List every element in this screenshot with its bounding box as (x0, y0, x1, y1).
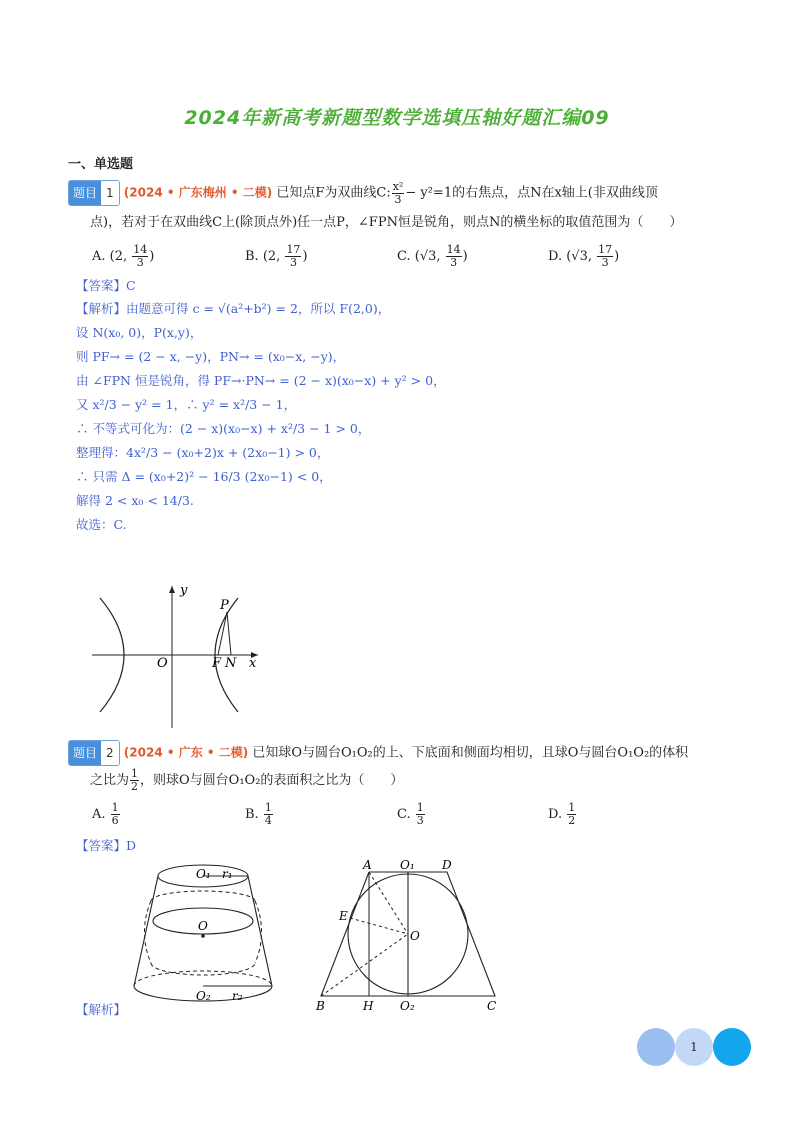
question-1: 题目 1 (2024 • 广东梅州 • 二模) 已知点F为双曲线C: $\frac{\text{x²}}{3}$ − y²=1的右焦点，点N在x轴上(非双曲线顶 (68, 180, 728, 206)
label-r2: r₂ (232, 989, 243, 1003)
label-f: F (212, 656, 222, 671)
option-d[interactable]: D. (√3, $\frac{17}{3}$ ) (548, 243, 620, 269)
option-c[interactable]: C. (√3, $\frac{14}{3}$ ) (397, 243, 468, 269)
label-x: x (249, 656, 257, 671)
page-number: 1 (690, 1040, 698, 1054)
label-o1: O₁ (400, 858, 415, 872)
option-d[interactable]: D. $\frac{1}{2}$ (548, 801, 576, 827)
label-o: O (198, 919, 208, 933)
hyperbola-figure (88, 580, 268, 730)
question-2-line2: 之比为 $\frac{1}{2}$ ，则球O与圆台O₁O₂的表面积之比为（ ） (90, 767, 404, 793)
section-heading: 一、单选题 (68, 157, 134, 172)
analysis-1: 【解析】由题意可得 c = √(a²+b²) = 2，所以 F(2,0)， 设 N(x₀, 0)，P(x,y)， 则 PF→ = (2 − x, −y)，PN→ = (x₀−x, −y)， 由 ∠FPN 恒是锐角，得 PF→·PN→ = (2 − x)(x₀−x) + y² > 0， 又 x²/3 − y² = 1，∴ y² = x²/3 − 1， ∴ 不等式可化为：(2 − x)(x₀−x) + x²/3 − 1 > 0， 整理得：4x²/3 − (x₀+2)x + (2x₀−1) > 0， ∴ 只需 Δ = (x₀+2)² − 16/3 (2x₀−1) < 0， 解得 2 < x₀ < 14/3. 故选：C. (76, 301, 446, 532)
segment-pn (227, 612, 231, 655)
label-r1: r₁ (222, 867, 233, 881)
option-b[interactable]: B. $\frac{1}{4}$ (245, 801, 272, 827)
question-source: (2024 • 广东 • 二模) (123, 745, 249, 760)
question-tag: 题目 1 (68, 180, 120, 206)
label-p: P (220, 598, 229, 613)
analysis-2: 【解析】 (76, 1002, 127, 1017)
label-e: E (339, 909, 348, 923)
frustum-3d-figure (128, 858, 283, 1018)
option-a[interactable]: A. $\frac{1}{6}$ (92, 801, 119, 827)
label-c: C (487, 999, 497, 1013)
page-circle-left (637, 1028, 675, 1066)
option-b[interactable]: B. (2, $\frac{17}{3}$ ) (245, 243, 308, 269)
answer-2: 【答案】D (76, 838, 137, 853)
trapezoid-figure (310, 856, 505, 1016)
label-o2: O₂ (400, 999, 415, 1013)
question-tag: 题目 2 (68, 740, 120, 766)
page-title: 2024年新高考新题型数学选填压轴好题汇编09 (184, 107, 610, 129)
label-d: D (442, 858, 452, 872)
question-source: (2024 • 广东梅州 • 二模) (123, 185, 273, 200)
option-a[interactable]: A. (2, $\frac{14}{3}$ ) (92, 243, 155, 269)
label-o: O (410, 929, 420, 943)
question-1-line2: 点)，若对于在双曲线C上(除顶点外)任一点P，∠FPN恒是锐角，则点N的横坐标的取值范围为（ ） (90, 215, 683, 230)
label-o2: O₂ (196, 989, 211, 1003)
label-b: B (316, 999, 325, 1013)
label-o1: O₁ (196, 867, 211, 881)
label-h: H (363, 999, 374, 1013)
label-a: A (363, 858, 372, 872)
option-c[interactable]: C. $\frac{1}{3}$ (397, 801, 424, 827)
label-y: y (180, 583, 188, 598)
label-n: N (225, 656, 237, 671)
answer-1: 【答案】C (76, 278, 136, 293)
question-2: 题目 2 (2024 • 广东 • 二模) 已知球O与圆台O₁O₂的上、下底面和侧面均相切，且球O与圆台O₁O₂的体积 (68, 740, 738, 766)
segment-pf (218, 612, 227, 655)
label-o: O (157, 656, 168, 671)
page-circle-right (713, 1028, 751, 1066)
